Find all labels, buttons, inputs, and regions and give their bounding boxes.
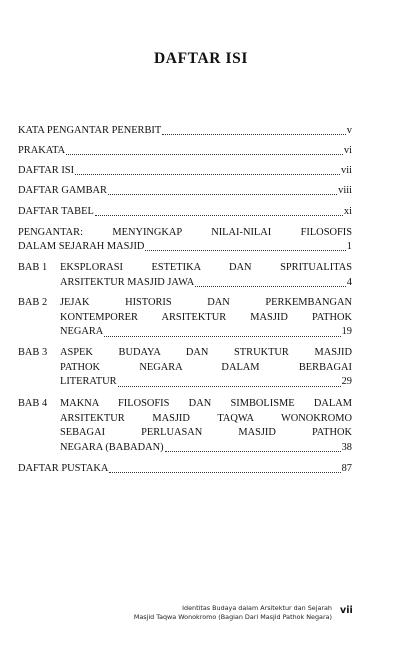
toc-label: DAFTAR TABEL [18,206,94,217]
toc-page: 1 [346,241,352,252]
toc-entry-prakata [18,144,352,158]
toc-entry-daftar-pustaka [18,462,352,476]
toc-entry-pengantar [18,226,352,254]
toc-entry-daftar-gambar [18,184,352,198]
toc-label-line: ARSITEKTUR MASJID JAWA [60,276,195,288]
dot-leader [66,153,343,155]
toc-label-line: JEJAK HISTORIS DAN PERKEMBANGAN [60,297,352,308]
dot-leader [165,450,341,452]
toc-page: 29 [341,376,352,387]
bab-number: BAB 4 [18,398,48,409]
toc-label-line: NEGARA (BABADAN) [60,441,164,453]
toc-page: 4 [346,276,352,288]
bab-number: BAB 1 [18,262,48,273]
bab-number: BAB 2 [18,297,48,308]
toc-label-line: LITERATUR [60,376,117,387]
dot-leader [75,173,340,175]
toc-page: vi [343,145,352,156]
dot-leader [145,249,345,251]
toc-label-line: MAKNA FILOSOFIS DAN SIMBOLISME DALAM [60,398,352,409]
footer-line-1: Identitas Budaya dalam Arsitektur dan Sejarah [182,604,332,612]
toc-label: KATA PENGANTAR PENERBIT [18,125,162,136]
toc-entry-kata-pengantar [18,124,352,138]
toc-entry-daftar-isi [18,164,352,178]
toc-label-line: SEBAGAI PERLUASAN MASJID PATHOK [60,427,352,438]
toc-page: viii [338,185,352,196]
toc-page: vii [341,165,352,176]
toc-page: xi [343,206,352,217]
toc-page: 38 [341,441,352,453]
toc-label: DAFTAR ISI [18,165,75,176]
toc-label-line: ARSITEKTUR MASJID TAQWA WONOKROMO [60,412,352,424]
toc-label: DAFTAR GAMBAR [18,185,107,196]
toc-label-line: DALAM SEJARAH MASJID [18,241,145,252]
dot-leader [104,335,340,337]
dot-leader [108,193,337,195]
toc-label: DAFTAR PUSTAKA [18,463,109,474]
toc-label-line: EKSPLORASI ESTETIKA DAN SPRITUALITAS [60,262,352,273]
toc-page: 87 [341,463,352,474]
dot-leader [162,133,346,135]
toc-label: PRAKATA [18,145,66,156]
toc-label-line: PATHOK NEGARA DALAM BERBAGAI [60,361,352,373]
running-footer [134,604,332,622]
toc-label-line: PENGANTAR: MENYINGKAP NILAI-NILAI FILOSOFIS [18,227,352,238]
toc-page: v [346,125,352,136]
dot-leader [109,471,340,473]
bab-number: BAB 3 [18,347,48,358]
toc-label-line: ASPEK BUDAYA DAN STRUKTUR MASJID [60,347,352,358]
page-title: DAFTAR ISI [154,50,248,67]
dot-leader [195,285,346,287]
dot-leader [95,214,343,216]
dot-leader [118,385,341,387]
toc-label-line: NEGARA [60,326,104,337]
page-number: vii [340,605,353,616]
toc-label-line: KONTEMPORER ARSITEKTUR MASJID PATHOK [60,311,352,323]
toc-entry-daftar-tabel [18,205,352,219]
footer-line-2: Masjid Taqwa Wonokromo (Bagian Dari Masjid Pathok Negara) [133,613,332,621]
toc-page: 19 [341,326,352,337]
